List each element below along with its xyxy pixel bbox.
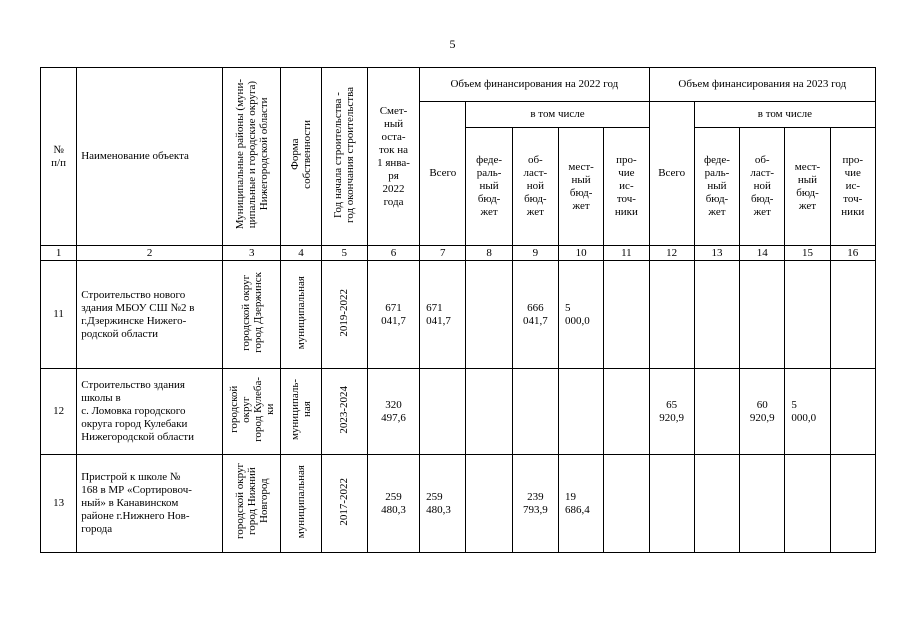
column-number: 9 [512,246,558,261]
total-2022 [420,369,466,455]
header-local-2023: мест- ный бюд- жет [785,128,830,246]
row-number: 11 [41,261,77,369]
table-row [41,369,876,455]
header-years: Год начала строительства - год окончания строительства [321,68,367,246]
header-including-2022: в том числе [466,102,649,128]
ownership: муниципальная [281,261,321,369]
other-2023 [830,261,875,369]
column-number: 11 [604,246,649,261]
header-estimated-balance: Смет- ный оста- ток на 1 янва- ря 2022 года [367,68,419,246]
district: городской округ город Дзержинск [223,261,281,369]
header-total-2023: Всего [649,102,694,246]
column-number: 1 [41,246,77,261]
regional-2023 [740,261,785,369]
column-number: 5 [321,246,367,261]
object-name: Строительство здания школы в с. Ломовка городского округа город Кулебаки Нижегородской области [77,369,223,455]
other-2023 [830,369,875,455]
federal-2022 [466,455,512,553]
header-total-2022: Всего [420,102,466,246]
ownership: муниципаль- ная [281,369,321,455]
federal-2023 [694,369,739,455]
header-including-2023: в том числе [694,102,875,128]
header-district: Муниципальные районы (муни- ципальные и городские округа) Нижегородской области [223,68,281,246]
local-2022: 5 000,0 [558,261,603,369]
object-name: Строительство нового здания МБОУ СШ №2 в г.Дзержинске Нижего- родской области [77,261,223,369]
table-row [41,261,876,369]
row-number: 13 [41,455,77,553]
regional-2022 [512,369,558,455]
total-2022: 259 480,3 [420,455,466,553]
header-financing-2022: Объем финансирования на 2022 год [420,68,649,102]
column-number: 12 [649,246,694,261]
column-number: 3 [223,246,281,261]
header-other-2023: про- чие ис- точ- ники [830,128,875,246]
header-ownership: Форма собственности [281,68,321,246]
local-2023 [785,455,830,553]
column-number: 10 [558,246,603,261]
federal-2022 [466,261,512,369]
district: городской округ город Кулеба- ки [223,369,281,455]
years: 2019-2022 [321,261,367,369]
local-2022 [558,369,603,455]
federal-2022 [466,369,512,455]
local-2022: 19 686,4 [558,455,603,553]
total-2022: 671 041,7 [420,261,466,369]
column-number: 14 [740,246,785,261]
header-object-name: Наименование объекта [77,68,223,246]
other-2022 [604,261,649,369]
ownership: муниципальная [281,455,321,553]
regional-2023 [740,455,785,553]
header-local-2022: мест- ный бюд- жет [558,128,603,246]
years: 2023-2024 [321,369,367,455]
other-2023 [830,455,875,553]
header-financing-2023: Объем финансирования на 2023 год [649,68,875,102]
header-regional-2023: об- ласт- ной бюд- жет [740,128,785,246]
header-other-2022: про- чие ис- точ- ники [604,128,649,246]
page-number: 5 [449,37,456,51]
row-number: 12 [41,369,77,455]
local-2023: 5 000,0 [785,369,830,455]
estimated-balance: 671 041,7 [367,261,419,369]
object-name: Пристрой к школе № 168 в МР «Сортировоч- ный» в Канавинском районе г.Нижнего Нов- города [77,455,223,553]
column-number: 6 [367,246,419,261]
column-number: 2 [77,246,223,261]
regional-2022: 666 041,7 [512,261,558,369]
total-2023 [649,455,694,553]
estimated-balance: 320 497,6 [367,369,419,455]
column-number: 16 [830,246,875,261]
regional-2023: 60 920,9 [740,369,785,455]
total-2023: 65 920,9 [649,369,694,455]
other-2022 [604,369,649,455]
local-2023 [785,261,830,369]
column-number: 15 [785,246,830,261]
federal-2023 [694,261,739,369]
years: 2017-2022 [321,455,367,553]
federal-2023 [694,455,739,553]
estimated-balance: 259 480,3 [367,455,419,553]
table-row [41,455,876,553]
district: городской округ город Нижний Новгород [223,455,281,553]
regional-2022: 239 793,9 [512,455,558,553]
column-number: 8 [466,246,512,261]
header-regional-2022: об- ласт- ной бюд- жет [512,128,558,246]
financing-table [40,67,876,553]
header-number: № п/п [41,68,77,246]
column-number-row [41,246,876,261]
header-federal-2023: феде- раль- ный бюд- жет [694,128,739,246]
total-2023 [649,261,694,369]
column-number: 4 [281,246,321,261]
column-number: 13 [694,246,739,261]
column-number: 7 [420,246,466,261]
other-2022 [604,455,649,553]
header-federal-2022: феде- раль- ный бюд- жет [466,128,512,246]
